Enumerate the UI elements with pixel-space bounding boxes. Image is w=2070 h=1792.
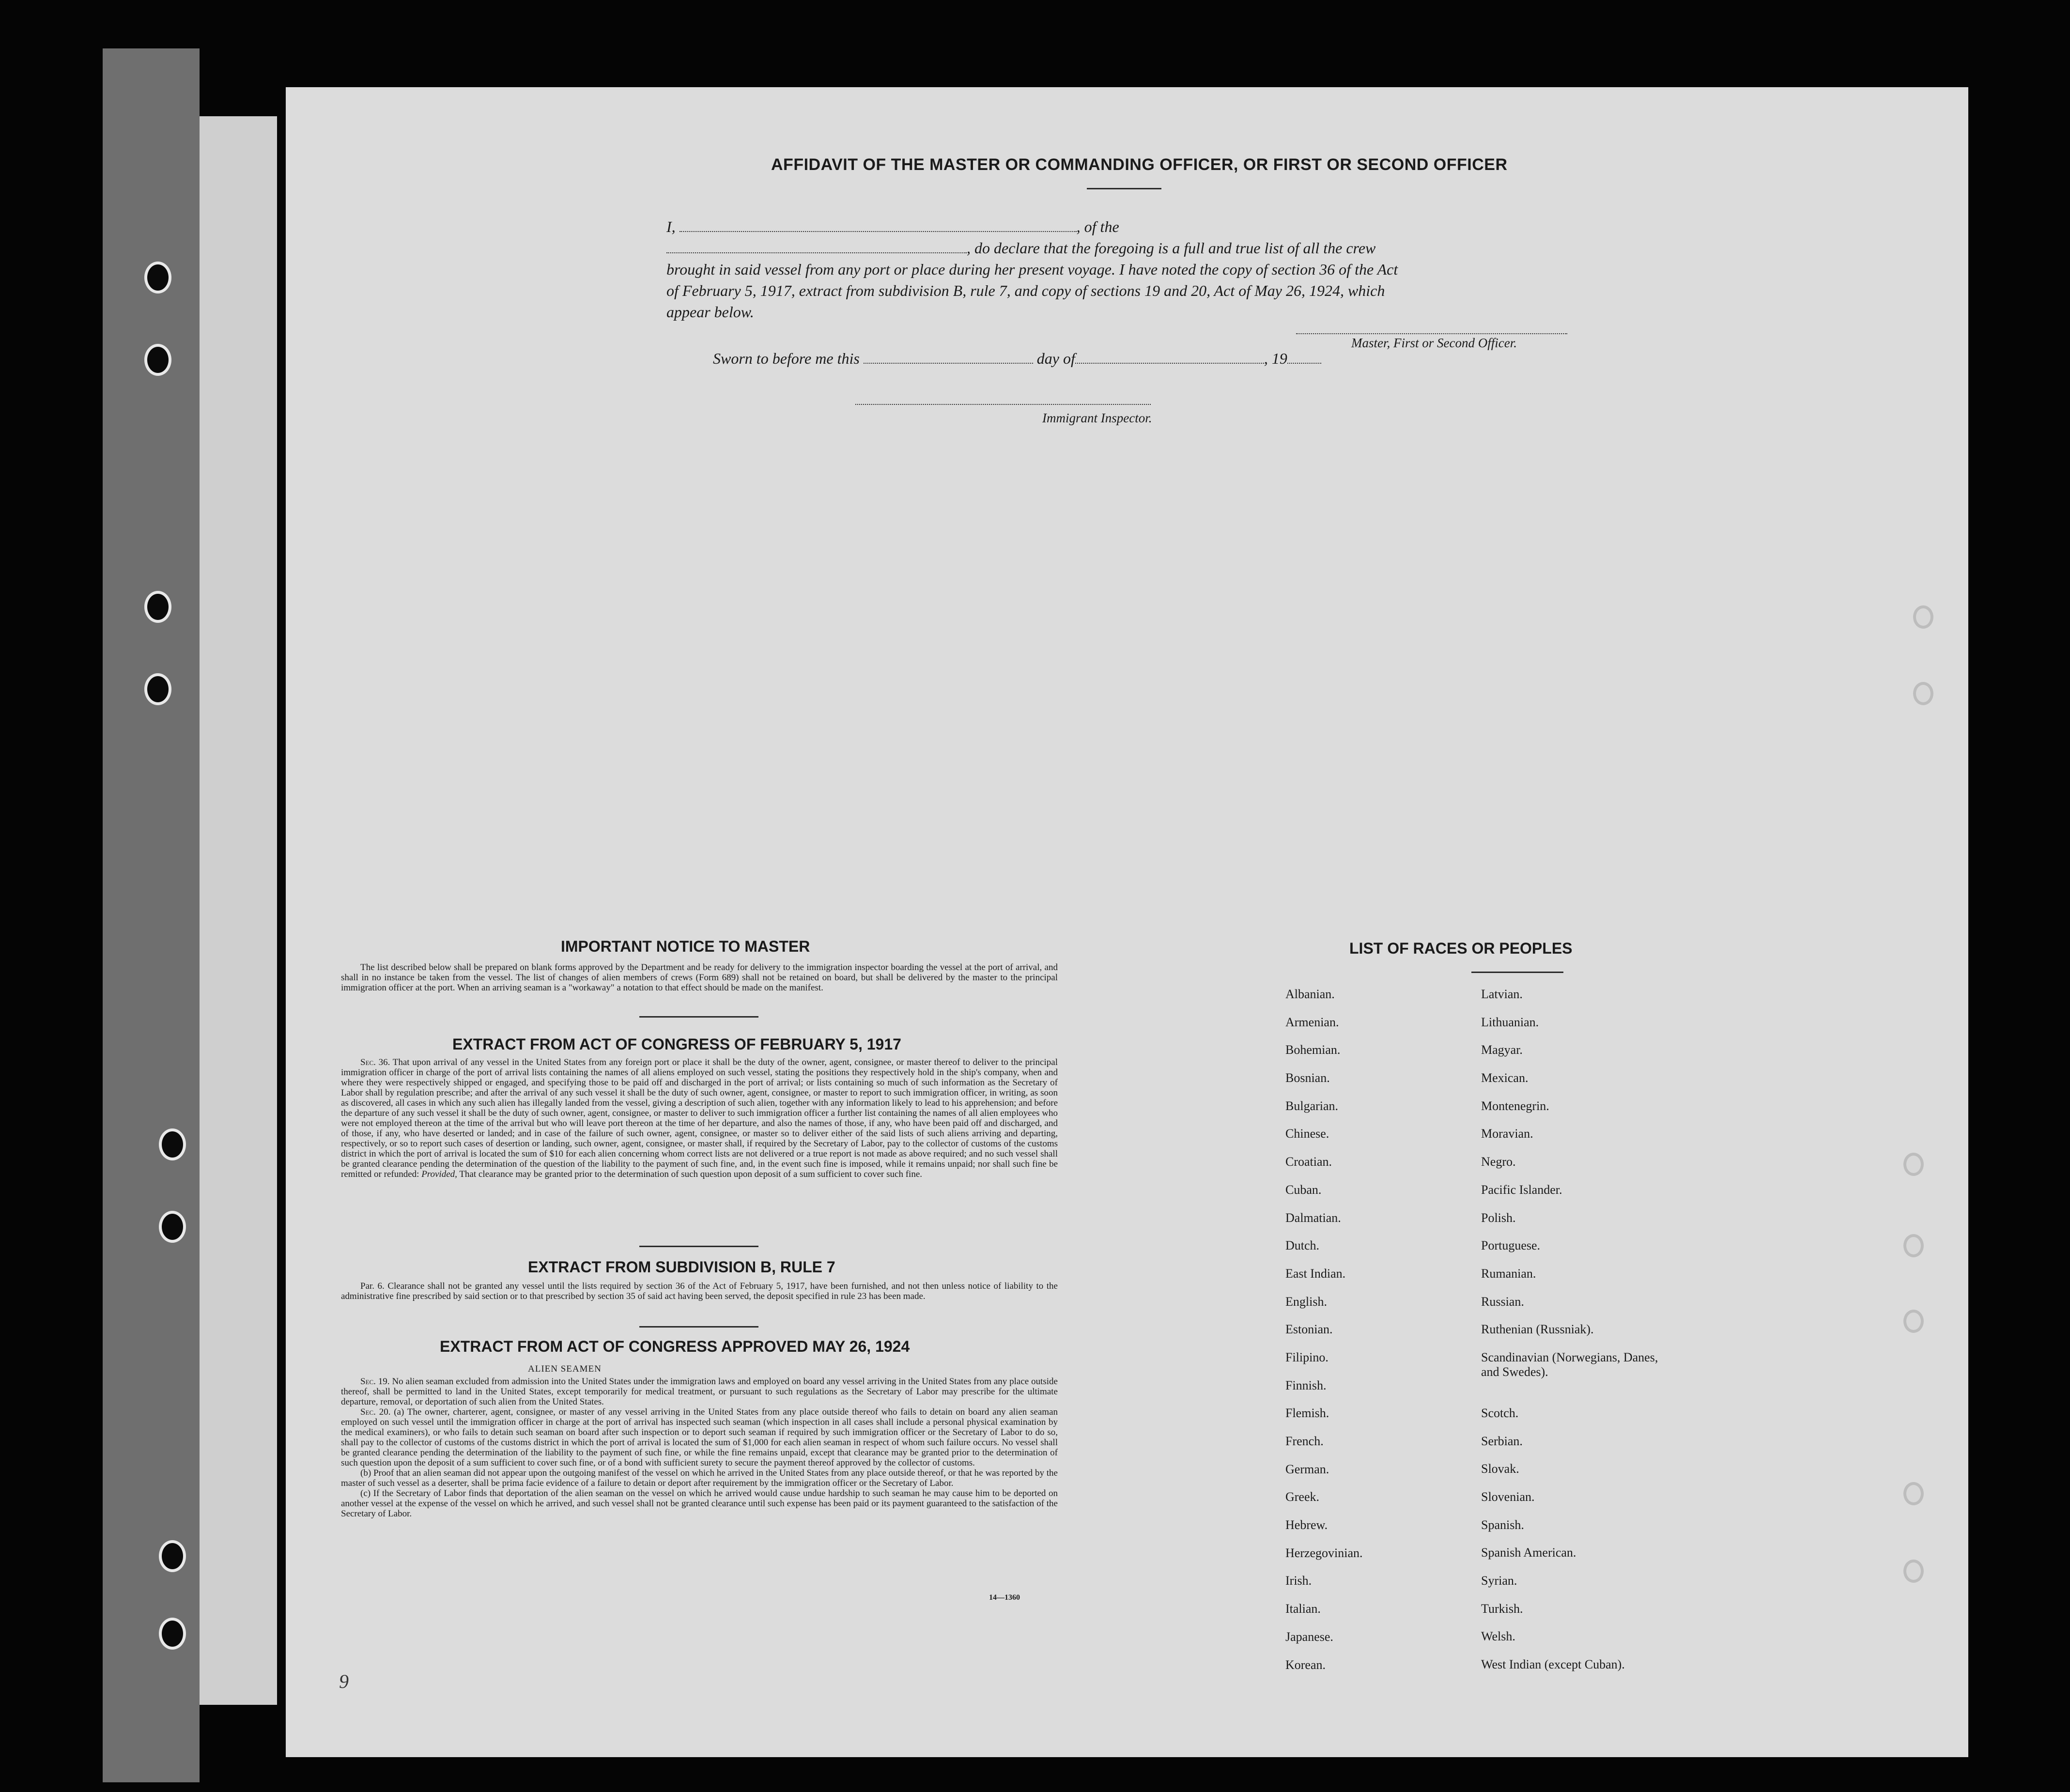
page-hole — [1903, 1234, 1924, 1257]
race-item: Greek. — [1285, 1490, 1320, 1504]
section-19 — [341, 1376, 1058, 1407]
section-label: Sec. 20. — [360, 1407, 391, 1417]
vessel-field[interactable] — [666, 241, 967, 253]
master-signature-line[interactable] — [1296, 333, 1567, 334]
sworn-month-field[interactable] — [1075, 351, 1264, 364]
race-item: Moravian. — [1481, 1127, 1533, 1141]
race-item: Croatian. — [1285, 1155, 1332, 1169]
race-item: Italian. — [1285, 1602, 1321, 1616]
race-item: Spanish. — [1481, 1517, 1524, 1532]
race-item: Mexican. — [1481, 1071, 1529, 1085]
sworn-year: , 19 — [1264, 350, 1287, 367]
master-signature-label: Master, First or Second Officer. — [1351, 336, 1517, 350]
document-page — [286, 87, 1968, 1757]
page-hole — [1903, 1310, 1924, 1333]
race-item: Japanese. — [1285, 1629, 1333, 1644]
extract-1924-title: EXTRACT FROM ACT OF CONGRESS APPROVED MAY 26, 1924 — [440, 1338, 910, 1355]
race-item: Pacific Islander. — [1481, 1182, 1562, 1197]
extract-1924-text — [341, 1376, 1058, 1519]
affidavit-of-the: , of the — [1076, 218, 1119, 235]
races-title: LIST OF RACES OR PEOPLES — [1349, 940, 1573, 957]
divider — [1471, 972, 1563, 973]
proviso-text: That clearance may be granted prior to the determination of such question upon deposit of a sum sufficient to cover such fine. — [459, 1169, 922, 1179]
race-item: German. — [1285, 1462, 1329, 1476]
race-item: Lithuanian. — [1481, 1015, 1539, 1029]
sworn-line — [713, 350, 1321, 368]
page-hole — [1913, 682, 1933, 705]
race-item: Scandinavian (Norwegians, Danes, and Swedes). — [1481, 1350, 1658, 1379]
race-item: Montenegrin. — [1481, 1098, 1549, 1113]
race-item: Bosnian. — [1285, 1071, 1330, 1085]
affidavit-title: AFFIDAVIT OF THE MASTER OR COMMANDING OFFICER, OR FIRST OR SECOND OFFICER — [771, 155, 1508, 174]
margin-mark: 9 — [339, 1670, 349, 1692]
page-hole — [1903, 1482, 1924, 1505]
race-item: Dalmatian. — [1285, 1210, 1341, 1225]
race-item: Latvian. — [1481, 987, 1523, 1001]
race-item: Turkish. — [1481, 1601, 1523, 1616]
race-item: Ruthenian (Russniak). — [1481, 1322, 1594, 1337]
races-list-right — [1481, 987, 1665, 1685]
inspector-signature-line[interactable] — [855, 404, 1151, 405]
divider — [639, 1326, 758, 1328]
race-item: Filipino. — [1285, 1350, 1329, 1364]
page-hole — [1903, 1560, 1924, 1583]
race-item: Dutch. — [1285, 1238, 1320, 1253]
binder-hole — [159, 1540, 186, 1572]
binder-hole — [159, 1211, 186, 1243]
page-hole — [1903, 1153, 1924, 1176]
race-item: Cuban. — [1285, 1182, 1322, 1197]
race-item: English. — [1285, 1294, 1327, 1309]
section-20b: (b) Proof that an alien seaman did not appear upon the outgoing manifest of the vessel on which he arrived in the United States from any place outside thereof, or that he was reported by the master of such vessel as a deserter, shall be prima facie evidence of a failure to detain or deport after requirement by the immigration officer or the Secretary of Labor. — [341, 1468, 1058, 1488]
binder-hole — [144, 344, 171, 376]
notice-title: IMPORTANT NOTICE TO MASTER — [561, 938, 810, 955]
race-item: Bohemian. — [1285, 1043, 1341, 1057]
section-label: Sec. 36. — [360, 1057, 390, 1067]
section-20c: (c) If the Secretary of Labor finds that deportation of the alien seaman on the vessel on which he arrived would cause undue hardship to such seaman he may cause him to be deported on another vessel at the expense of the vessel on which he arrived, and such vessel shall not be granted clearance until such expense has been paid or its payment guaranteed to the satisfaction of the Secretary of Labor. — [341, 1488, 1058, 1519]
race-item: Estonian. — [1285, 1322, 1333, 1337]
binder-hole — [144, 591, 171, 623]
race-item: Negro. — [1481, 1155, 1516, 1169]
proviso-label: Provided, — [421, 1169, 457, 1179]
name-field[interactable] — [680, 219, 1077, 232]
binder-edge — [200, 116, 277, 1705]
races-list-left — [1285, 987, 1363, 1685]
race-item: Albanian. — [1285, 987, 1335, 1001]
race-item: Rumanian. — [1481, 1266, 1536, 1281]
race-item: French. — [1285, 1434, 1324, 1448]
race-item: Portuguese. — [1481, 1238, 1541, 1253]
race-item: Korean. — [1285, 1657, 1326, 1672]
binder-hole — [159, 1618, 186, 1650]
section-20a — [341, 1407, 1058, 1468]
extract-rule7-text: Par. 6. Clearance shall not be granted any vessel until the lists required by section 36 of the Act of February 5, 1917, have been furnished, and not then unless notice of liability to the administrative fine prescribed by said section or to that prescribed by section 35 of said act having been served, the deposit specified in rule 23 has been made. — [341, 1281, 1058, 1301]
form-number: 14—1360 — [989, 1593, 1020, 1602]
extract-1917-title: EXTRACT FROM ACT OF CONGRESS OF FEBRUARY 5, 1917 — [452, 1035, 901, 1053]
page-hole — [1913, 605, 1933, 629]
notice-text: The list described below shall be prepared on blank forms approved by the Department and be ready for delivery to the immigration inspector boarding the vessel at the port of arrival, and shall in no instance be taken from the vessel. The list of changes of alien members of crews (Form 689) shall not be retained on board, but shall be delivered by the master to the principal immigration officer at the port. When an arriving seaman is a "workaway" a notation to that effect should be made on the manifest. — [341, 962, 1058, 993]
race-item: Finnish. — [1285, 1378, 1327, 1392]
alien-seamen-subtitle: ALIEN SEAMEN — [528, 1364, 602, 1374]
race-item: Hebrew. — [1285, 1518, 1328, 1532]
race-item: Armenian. — [1285, 1015, 1339, 1029]
inspector-label: Immigrant Inspector. — [1042, 411, 1152, 425]
binder-hole — [159, 1128, 186, 1160]
race-item: Syrian. — [1481, 1574, 1517, 1588]
race-item: Flemish. — [1285, 1406, 1329, 1421]
binder-strip — [103, 48, 200, 1782]
section-20a-text: (a) The owner, charterer, agent, consignee, or master of any vessel arriving in the United States from any place outside thereof who fails to detain on board any alien seaman employed on such vessel until the immigration officer in charge at the port of arrival has inspected such seaman (which inspection in all cases shall include a personal physical examination by the medical examiners), or who fails to detain such seaman on board after such inspection or to deport such seaman if required by such immigration officer or the Secretary of Labor to do so, shall pay to the collector of customs of the customs district in which the port of arrival is located the sum of $1,000 for each alien seaman in respect of whom such failure occurs. No vessel shall be granted clearance pending the determination of the liability to the payment of such fine, or while the fine remains unpaid, except that clearance may be granted prior to the determination of such question upon the deposit of a sum sufficient to cover such fine, or of a bond with sufficient surety to secure the payment thereof approved by the collector of customs. — [341, 1407, 1058, 1468]
race-item: Chinese. — [1285, 1127, 1329, 1141]
race-item: Spanish American. — [1481, 1545, 1576, 1560]
race-item: Bulgarian. — [1285, 1098, 1339, 1113]
section-label: Sec. 19. — [360, 1376, 390, 1387]
race-item: West Indian (except Cuban). — [1481, 1657, 1625, 1672]
race-item: Magyar. — [1481, 1043, 1523, 1057]
divider — [639, 1016, 758, 1018]
sworn-prefix: Sworn to before me this — [713, 350, 860, 367]
race-item: Polish. — [1481, 1210, 1516, 1225]
affidavit-do-declare: , do declare — [967, 239, 1040, 257]
sworn-day-field[interactable] — [864, 351, 1033, 364]
sworn-day-of: day of — [1036, 350, 1075, 367]
divider — [1087, 188, 1161, 189]
race-item: Herzegovinian. — [1285, 1545, 1363, 1560]
extract-1917-text — [341, 1057, 1058, 1179]
race-item: East Indian. — [1285, 1266, 1346, 1281]
section-19-text: No alien seaman excluded from admission into the United States under the immigration laws and employed on board any vessel arriving in the United States from any place outside thereof, shall be permitted to land in the United States, except temporarily for medical treatment, or pursuant to such regulations as the Secretary of Labor may prescribe for the ultimate departure, removal, or deportation of such alien from the United States. — [341, 1376, 1058, 1407]
affidavit-i: I, — [666, 218, 676, 235]
race-item: Serbian. — [1481, 1434, 1523, 1448]
affidavit-body: that the foregoing is a full and true list of all the crew brought in said vessel from any port or place during her present voyage. I have noted the copy of section 36 of the Act of February 5, 1917, extract from subdivision B, rule 7, and copy of sections 19 and 20, Act of May 26, 1924, which appear below. — [666, 239, 1398, 321]
divider — [639, 1246, 758, 1247]
sworn-year-field[interactable] — [1287, 351, 1321, 364]
race-item: Scotch. — [1481, 1406, 1519, 1420]
binder-hole — [144, 262, 171, 294]
race-item: Welsh. — [1481, 1629, 1515, 1644]
binder-hole — [144, 673, 171, 705]
race-item: Slovenian. — [1481, 1490, 1535, 1504]
race-item: Irish. — [1285, 1574, 1312, 1588]
section-36-text: That upon arrival of any vessel in the United States from any foreign port or place it shall be the duty of the owner, agent, consignee, or master thereof to deliver to the principal immigration officer in charge of the port of arrival lists containing the names of all aliens employed on such vessel, stating the positions they respectively hold in the ship's company, when and where they were respectively shipped or engaged, and specifying those to be paid off and discharged in the port of arrival; or lists containing so much of such information as the Secretary of Labor shall by regulation prescribe; and after the arrival of any such vessel it shall be the duty of such owner, agent, consignee, or master to report to such immigration officer, in writing, as soon as discovered, all cases in which any such alien has illegally landed from the vessel, giving a description of such alien, together with any information likely to lead to his apprehension; and before the departure of any such vessel it shall be the duty of such owner, agent, consignee, or master to deliver to such immigration officer a further list containing the names of all alien employees who were not employed thereon at the time of the arrival but who will leave port thereon at the time of her departure, and also the names of those, if any, who have been paid off and discharged, and of those, if any, who have deserted or landed; and in case of the failure of such owner, agent, consignee, or master so to deliver either of the said lists of such aliens arriving and departing, respectively, or so to report such cases of desertion or landing, such owner, agent, consignee, or master shall, if required by the Secretary of Labor, pay to the collector of customs of the customs district in which the port of arrival is located the sum of $10 for each alien concerning whom correct lists are not delivered or a true report is not made as above required; and no such vessel shall be granted clearance pending the determination of the question of the liability to the payment of such fine, and, in the event such fine is imposed, while it remains unpaid; nor shall such fine be remitted or refunded: — [341, 1057, 1058, 1179]
affidavit-declaration — [666, 216, 1402, 323]
race-item: Slovak. — [1481, 1462, 1519, 1476]
extract-rule7-title: EXTRACT FROM SUBDIVISION B, RULE 7 — [528, 1258, 835, 1276]
race-item: Russian. — [1481, 1294, 1524, 1309]
